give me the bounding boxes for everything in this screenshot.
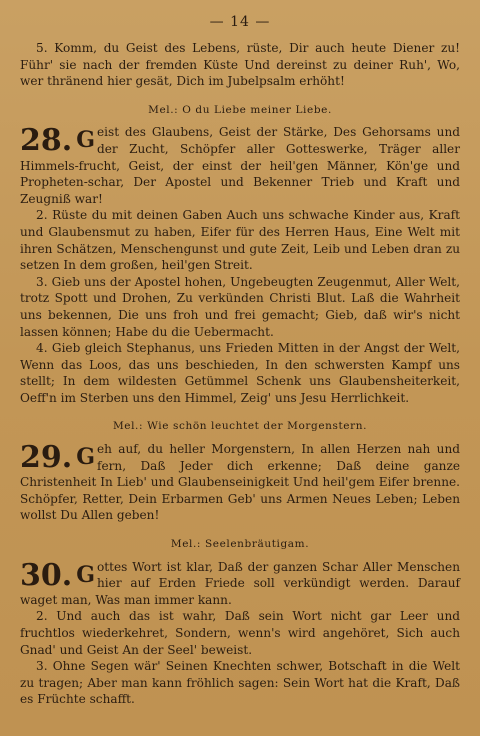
hymn-28-verse-4: 4. Gieb gleich Stephanus, uns Frieden Mitten in der Angst der Welt, Wenn das Loos, das uns beschieden, In den schwersten Kampf uns stellt; In dem wildesten Getümmel Schenk uns Glaubensheiterkeit, Oeff'n im Sterben uns den Himmel, Zeig' uns Jesu Herrlichkeit. [20, 341, 460, 405]
page-body [20, 40, 460, 708]
hymn-28-verse-3: 3. Gieb uns der Apostel hohen, Ungebeugten Zeugenmut, Aller Welt, trotz Spott und Drohen, Zu verkünden Christi Blut. Laß die Wahrheit uns bekennen, Die uns froh und frei gemacht; Gieb, daß wir's nicht lassen können; Habe du die Uebermacht. [20, 274, 460, 339]
hymn-number: 28. [20, 123, 73, 159]
hymn-29 [20, 441, 460, 524]
verse-text: eist des Glaubens, Geist der Stärke, Des Gehorsams und der Zucht, Schöpfer aller Gotteswerke, Träger aller Himmels-frucht, Geist, der einst der heil'gen Männer, Kön'ge und Propheten-schar, Der Apostel und Bekenner Trieb und Kraft und Zeugniß war! [20, 125, 460, 206]
melody-line-30: Mel.: Seelenbräutigam. [170, 538, 310, 551]
hymn-30 [20, 559, 460, 708]
hymn-30-first-verse [20, 559, 460, 609]
hymn-28 [20, 124, 460, 406]
intro-verse: 5. Komm, du Geist des Lebens, rüste, Dir auch heute Diener zu! Führ' sie nach der fremden Küste Und dereinst zu deiner Ruh', Wo, wer thränend hier gesät, Dich im Jubelpsalm erhöht! [20, 41, 460, 89]
initial-letter: G [76, 444, 95, 471]
hymn-28-verse-2: 2. Rüste du mit deinen Gaben Auch uns schwache Kinder aus, Kraft und Glaubensmut zu haben, Eifer für des Herren Haus, Eine Welt mit ihren Schätzen, Menschengunst und gute Zeit, Leib und Leben dran zu setzen In dem großen, heil'gen Streit. [20, 208, 460, 273]
page-number: — 14 — [209, 14, 271, 30]
hymn-number: 29. [20, 440, 73, 476]
melody-line-28: Mel.: O du Liebe meiner Liebe. [148, 103, 332, 116]
initial-letter: G [76, 561, 95, 588]
verse-text: eh auf, du heller Morgenstern, In allen Herzen nah und fern, Daß Jeder dich erkenne; Daß deine ganze Christenheit In Lieb' und Glaubenseinigkeit Und heil'gem Eifer brenne. Schöpfer, Retter, Dein Erbarmen Geb' uns Armen Neues Leben; Leben wollst Du Allen geben! [20, 442, 460, 523]
verse-text: ottes Wort ist klar, Daß der ganzen Schar Aller Menschen hier auf Erden Friede soll verkündigt werden. Darauf waget man, Was man immer kann. [20, 559, 460, 607]
hymn-28-first-verse [20, 124, 460, 207]
hymn-30-verse-2: 2. Und auch das ist wahr, Daß sein Wort nicht gar Leer und fruchtlos wiederkehret, Sondern, wenn's wird angehöret, Sich auch Gnad' und Geist An der Seel' beweist. [20, 609, 460, 657]
hymn-29-first-verse [20, 441, 460, 524]
hymn-number: 30. [20, 557, 73, 593]
hymn-30-verse-3: 3. Ohne Segen wär' Seinen Knechten schwer, Botschaft in die Welt zu tragen; Aber man kann fröhlich sagen: Sein Wort hat die Kraft, Daß es Früchte schafft. [20, 659, 460, 707]
initial-letter: G [76, 127, 95, 154]
melody-line-29: Mel.: Wie schön leuchtet der Morgenstern. [112, 420, 368, 433]
